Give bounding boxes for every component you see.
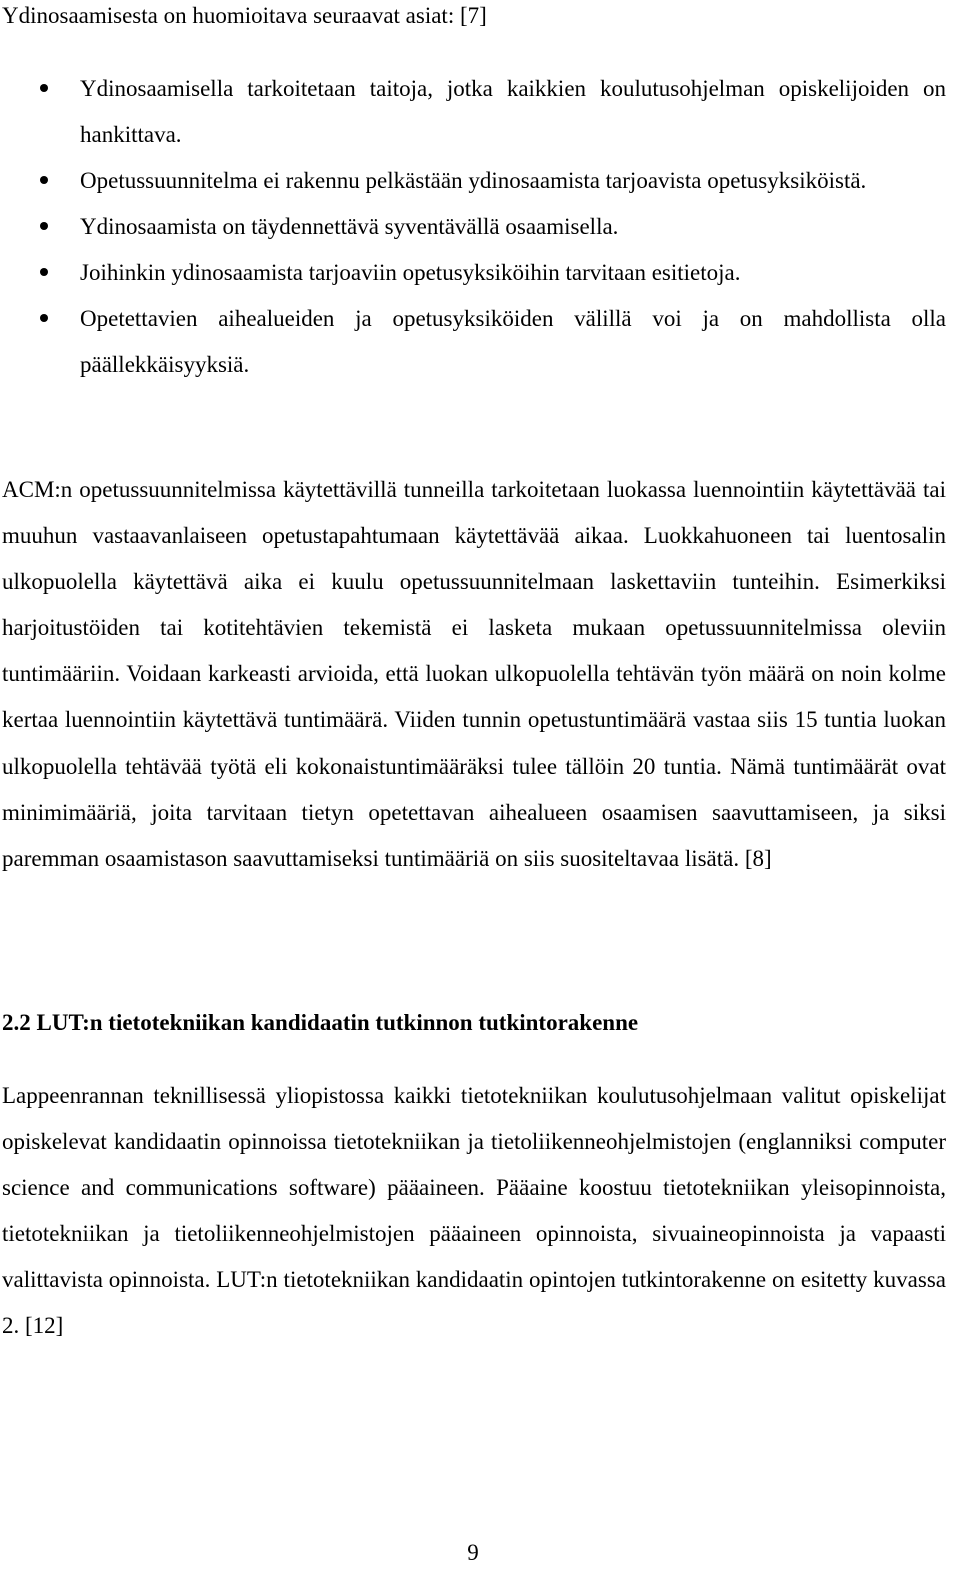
list-item: [0, 250, 946, 296]
list-item: [0, 296, 946, 388]
bullet-text: Ydinosaamisella tarkoitetaan taitoja, jotka kaikkien koulutusohjelman opiskelijoiden on hankittava.: [80, 76, 946, 147]
bullet-text: Ydinosaamista on täydennettävä syventävällä osaamisella.: [80, 214, 619, 239]
list-item: [0, 158, 946, 204]
list-item: [0, 204, 946, 250]
list-item: [0, 66, 946, 158]
bullet-text: Opetussuunnitelma ei rakennu pelkästään ydinosaamista tarjoavista opetusyksiköistä.: [80, 168, 867, 193]
bullet-icon: [40, 314, 48, 322]
bullet-icon: [40, 222, 48, 230]
bullet-icon: [40, 84, 48, 92]
bullet-text: Joihinkin ydinosaamista tarjoaviin opetusyksiköihin tarvitaan esitietoja.: [80, 260, 741, 285]
bullet-icon: [40, 268, 48, 276]
paragraph-acm-hours: ACM:n opetussuunnitelmissa käytettävillä tunneilla tarkoitetaan luokassa luennointiin käytettävää tai muuhun vastaavanlaiseen opetustapahtumaan käytettävää aikaa. Luokkahuoneen tai luentosalin ulkopuolella käytettävä aika ei kuulu opetussuunnitelmaan laskettaviin tunteihin. Esimerkiksi harjoitustöiden tai kotitehtävien tekemistä ei lasketa mukaan opetussuunnitelmissa oleviin tuntimääriin. Voidaan karkeasti arvioida, että luokan ulkopuolella tehtävän työn määrä on noin kolme kertaa luennointiin käytettävä tuntimäärä. Viiden tunnin opetustuntimäärä vastaa siis 15 tuntia luokan ulkopuolella tehtävää työtä eli kokonaistuntimääräksi tulee tällöin 20 tuntia. Nämä tuntimäärät ovat minimimääriä, joita tarvitaan tietyn opetettavan aihealueen osaamisen saavuttamiseen, ja siksi paremman osaamistason saavuttamiseksi tuntimääriä on siis suositeltavaa lisätä. [8]: [2, 477, 946, 871]
paragraph-lut-degree: Lappeenrannan teknillisessä yliopistossa kaikki tietotekniikan koulutusohjelmaan valitut opiskelijat opiskelevat kandidaatin opinnoissa tietotekniikan ja tietoliikenneohjelmistojen (englanniksi computer science and communications software) pääaineen. Pääaine koostuu tietotekniikan yleisopinnoista, tietotekniikan ja tietoliikenneohjelmistojen pääaineen opinnoista, sivuaineopinnoista ja vapaasti valittavista opinnoista. LUT:n tietotekniikan kandidaatin opintojen tutkintorakenne on esitetty kuvassa 2. [12]: [2, 1083, 946, 1339]
intro-text: Ydinosaamisesta on huomioitava seuraavat asiat: [7]: [2, 3, 487, 28]
bullet-icon: [40, 176, 48, 184]
section-heading: 2.2 LUT:n tietotekniikan kandidaatin tutkinnon tutkintorakenne: [2, 1010, 639, 1035]
bullet-text: Opetettavien aihealueiden ja opetusyksiköiden välillä voi ja on mahdollista olla päällekkäisyyksiä.: [80, 306, 946, 377]
page-number: 9: [467, 1540, 479, 1565]
bullet-list: [0, 66, 946, 388]
